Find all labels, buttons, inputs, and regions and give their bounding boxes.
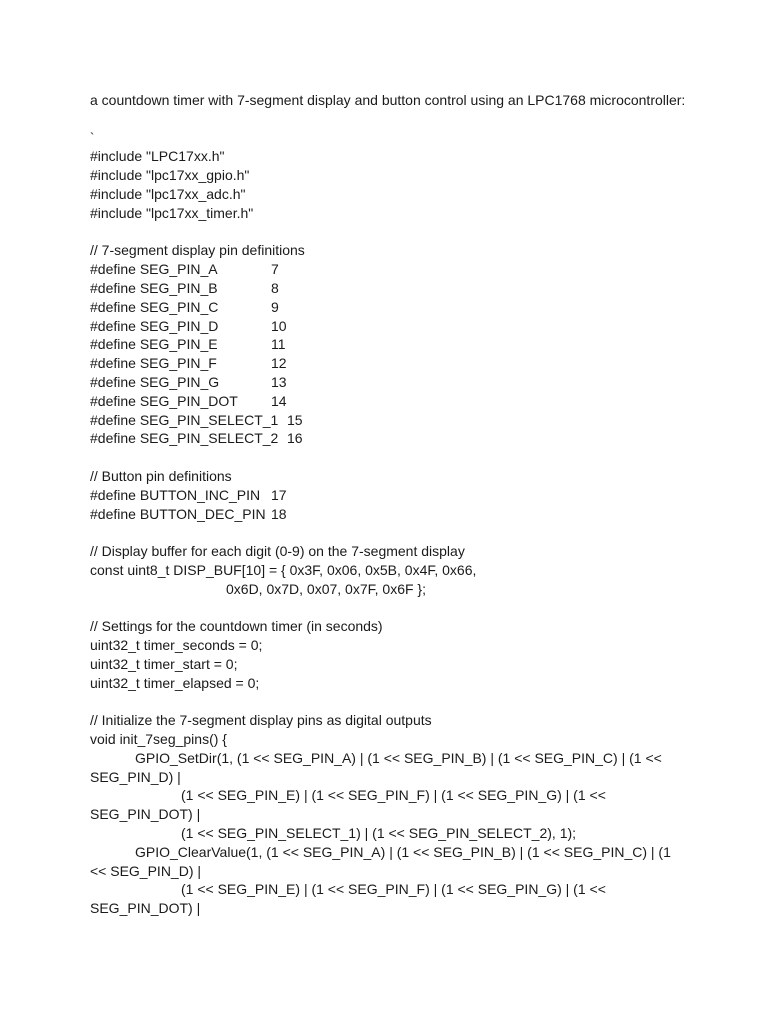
define-line xyxy=(90,411,690,430)
document-page xyxy=(90,91,690,918)
code-line: (1 << SEG_PIN_SELECT_1) | (1 << SEG_PIN_SELECT_2), 1); xyxy=(181,825,577,842)
define-line xyxy=(90,354,690,373)
define-name: #define SEG_PIN_DOT xyxy=(90,392,238,409)
define-name: #define SEG_PIN_SELECT_2 xyxy=(90,430,279,447)
backtick-mark: ` xyxy=(90,129,95,145)
define-line xyxy=(90,279,690,298)
define-value: 13 xyxy=(271,373,287,390)
define-name: #define SEG_PIN_G xyxy=(90,373,220,390)
define-name: #define SEG_PIN_A xyxy=(90,261,218,278)
seg-define-block xyxy=(90,260,690,410)
code-line: (1 << SEG_PIN_E) | (1 << SEG_PIN_F) | (1 << SEG_PIN_G) | (1 << xyxy=(181,881,606,898)
code-line: SEG_PIN_DOT) | xyxy=(90,900,201,917)
define-name: #define SEG_PIN_F xyxy=(90,355,217,372)
code-line: GPIO_SetDir(1, (1 << SEG_PIN_A) | (1 << SEG_PIN_B) | (1 << SEG_PIN_C) | (1 << xyxy=(135,749,662,766)
define-line xyxy=(90,317,690,336)
init-comment: // Initialize the 7-segment display pins as digital outputs xyxy=(90,712,432,729)
timer-comment: // Settings for the countdown timer (in seconds) xyxy=(90,618,383,635)
include-block xyxy=(90,147,690,222)
define-line xyxy=(90,392,690,411)
include-line: #include "LPC17xx.h" xyxy=(90,148,225,165)
define-line xyxy=(90,335,690,354)
define-value: 18 xyxy=(271,505,287,522)
define-name: #define BUTTON_DEC_PIN xyxy=(90,505,266,522)
define-value: 16 xyxy=(287,430,303,447)
define-line xyxy=(90,298,690,317)
button-comment: // Button pin definitions xyxy=(90,467,232,484)
define-name: #define SEG_PIN_SELECT_1 xyxy=(90,411,279,428)
define-value: 7 xyxy=(271,261,279,278)
define-name: #define SEG_PIN_C xyxy=(90,298,219,315)
define-value: 9 xyxy=(271,298,279,315)
code-line: SEG_PIN_DOT) | xyxy=(90,806,201,823)
include-line: #include "lpc17xx_timer.h" xyxy=(90,204,254,221)
define-value: 17 xyxy=(271,486,287,503)
buffer-comment: // Display buffer for each digit (0-9) on the 7-segment display xyxy=(90,543,465,560)
define-value: 11 xyxy=(271,336,286,353)
define-value: 12 xyxy=(271,355,287,372)
timer-line: uint32_t timer_elapsed = 0; xyxy=(90,674,260,691)
timer-line: uint32_t timer_seconds = 0; xyxy=(90,637,263,654)
function-declaration: void init_7seg_pins() { xyxy=(90,731,227,748)
seg-comment: // 7-segment display pin definitions xyxy=(90,242,305,259)
define-name: #define BUTTON_INC_PIN xyxy=(90,486,261,503)
buffer-line-continued: 0x6D, 0x7D, 0x07, 0x7F, 0x6F }; xyxy=(226,580,426,597)
code-line: (1 << SEG_PIN_E) | (1 << SEG_PIN_F) | (1 << SEG_PIN_G) | (1 << xyxy=(181,787,606,804)
define-line xyxy=(90,505,690,524)
define-name: #define SEG_PIN_B xyxy=(90,279,218,296)
buffer-line: const uint8_t DISP_BUF[10] = { 0x3F, 0x06, 0x5B, 0x4F, 0x66, xyxy=(90,561,477,578)
button-define-block xyxy=(90,486,690,524)
timer-line: uint32_t timer_start = 0; xyxy=(90,655,238,672)
define-value: 8 xyxy=(271,279,279,296)
define-line xyxy=(90,373,690,392)
define-line xyxy=(90,260,690,279)
code-line: SEG_PIN_D) | xyxy=(90,768,181,785)
define-value: 10 xyxy=(271,317,287,334)
code-block xyxy=(90,749,690,918)
define-name: #define SEG_PIN_D xyxy=(90,317,219,334)
define-name: #define SEG_PIN_E xyxy=(90,336,218,353)
code-line: GPIO_ClearValue(1, (1 << SEG_PIN_A) | (1 << SEG_PIN_B) | (1 << SEG_PIN_C) | (1 xyxy=(135,843,671,860)
select-define-block xyxy=(90,411,690,449)
code-line: << SEG_PIN_D) | xyxy=(90,862,202,879)
document-title: a countdown timer with 7-segment display and button control using an LPC1768 microcontroller: xyxy=(90,92,686,108)
define-value: 15 xyxy=(287,411,303,428)
define-value: 14 xyxy=(271,392,287,409)
include-line: #include "lpc17xx_adc.h" xyxy=(90,185,246,202)
define-line xyxy=(90,486,690,505)
include-line: #include "lpc17xx_gpio.h" xyxy=(90,167,250,184)
define-line xyxy=(90,429,690,448)
